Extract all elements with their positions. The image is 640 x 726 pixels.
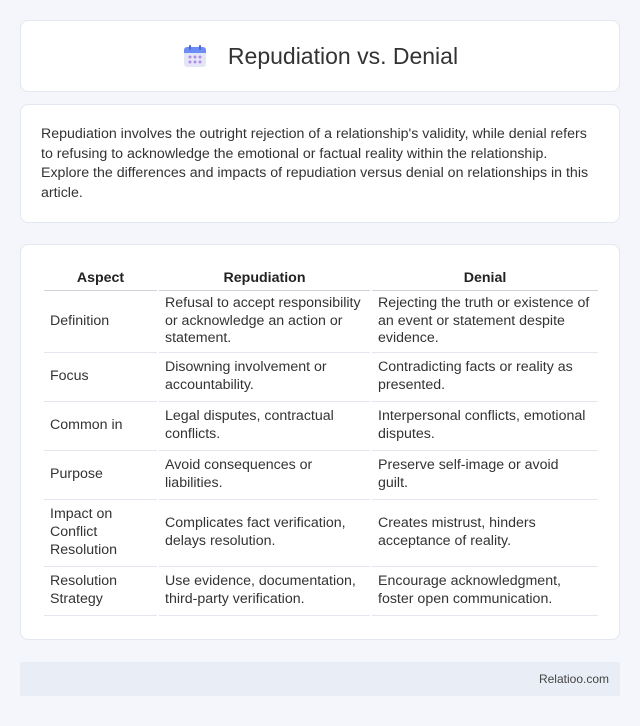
aspect-cell: Common in — [44, 402, 157, 451]
comparison-card — [20, 244, 620, 640]
aspect-cell: Resolution Strategy — [44, 567, 157, 616]
table-row — [44, 402, 598, 451]
table-row — [44, 500, 598, 567]
footer — [20, 662, 620, 696]
denial-cell: Contradicting facts or reality as presented. — [372, 353, 598, 402]
comparison-table — [42, 267, 600, 616]
header-denial: Denial — [372, 267, 598, 291]
repudiation-cell: Refusal to accept responsibility or acknowledge an action or statement. — [159, 291, 370, 353]
header-repudiation: Repudiation — [159, 267, 370, 291]
repudiation-cell: Avoid consequences or liabilities. — [159, 451, 370, 500]
repudiation-cell: Legal disputes, contractual conflicts. — [159, 402, 370, 451]
denial-cell: Encourage acknowledgment, foster open communication. — [372, 567, 598, 616]
footer-brand: Relatioo.com — [538, 672, 609, 686]
repudiation-cell: Complicates fact verification, delays resolution. — [159, 500, 370, 567]
denial-cell: Interpersonal conflicts, emotional disputes. — [372, 402, 598, 451]
denial-cell: Rejecting the truth or existence of an event or statement despite evidence. — [372, 291, 598, 353]
intro-text: Repudiation involves the outright rejection of a relationship's validity, while denial refers to refusing to acknowledge the emotional or factual reality within the relationship. Explore the differences and impacts of repudiation versus denial on relationships in this article. — [41, 126, 589, 201]
denial-cell: Preserve self-image or avoid guilt. — [372, 451, 598, 500]
repudiation-cell: Disowning involvement or accountability. — [159, 353, 370, 402]
table-row — [44, 451, 598, 500]
table-row — [44, 567, 598, 616]
table-row — [44, 353, 598, 402]
header-aspect: Aspect — [44, 267, 157, 291]
title-card — [20, 20, 620, 92]
table-row — [44, 291, 598, 353]
table-header-row — [44, 267, 598, 291]
aspect-cell: Impact on Conflict Resolution — [44, 500, 157, 567]
page-title: Repudiation vs. Denial — [227, 42, 459, 69]
aspect-cell: Focus — [44, 353, 157, 402]
aspect-cell: Definition — [44, 291, 157, 353]
calendar-icon — [182, 43, 208, 69]
repudiation-cell: Use evidence, documentation, third-party verification. — [159, 567, 370, 616]
denial-cell: Creates mistrust, hinders acceptance of reality. — [372, 500, 598, 567]
aspect-cell: Purpose — [44, 451, 157, 500]
intro-card — [20, 104, 620, 223]
